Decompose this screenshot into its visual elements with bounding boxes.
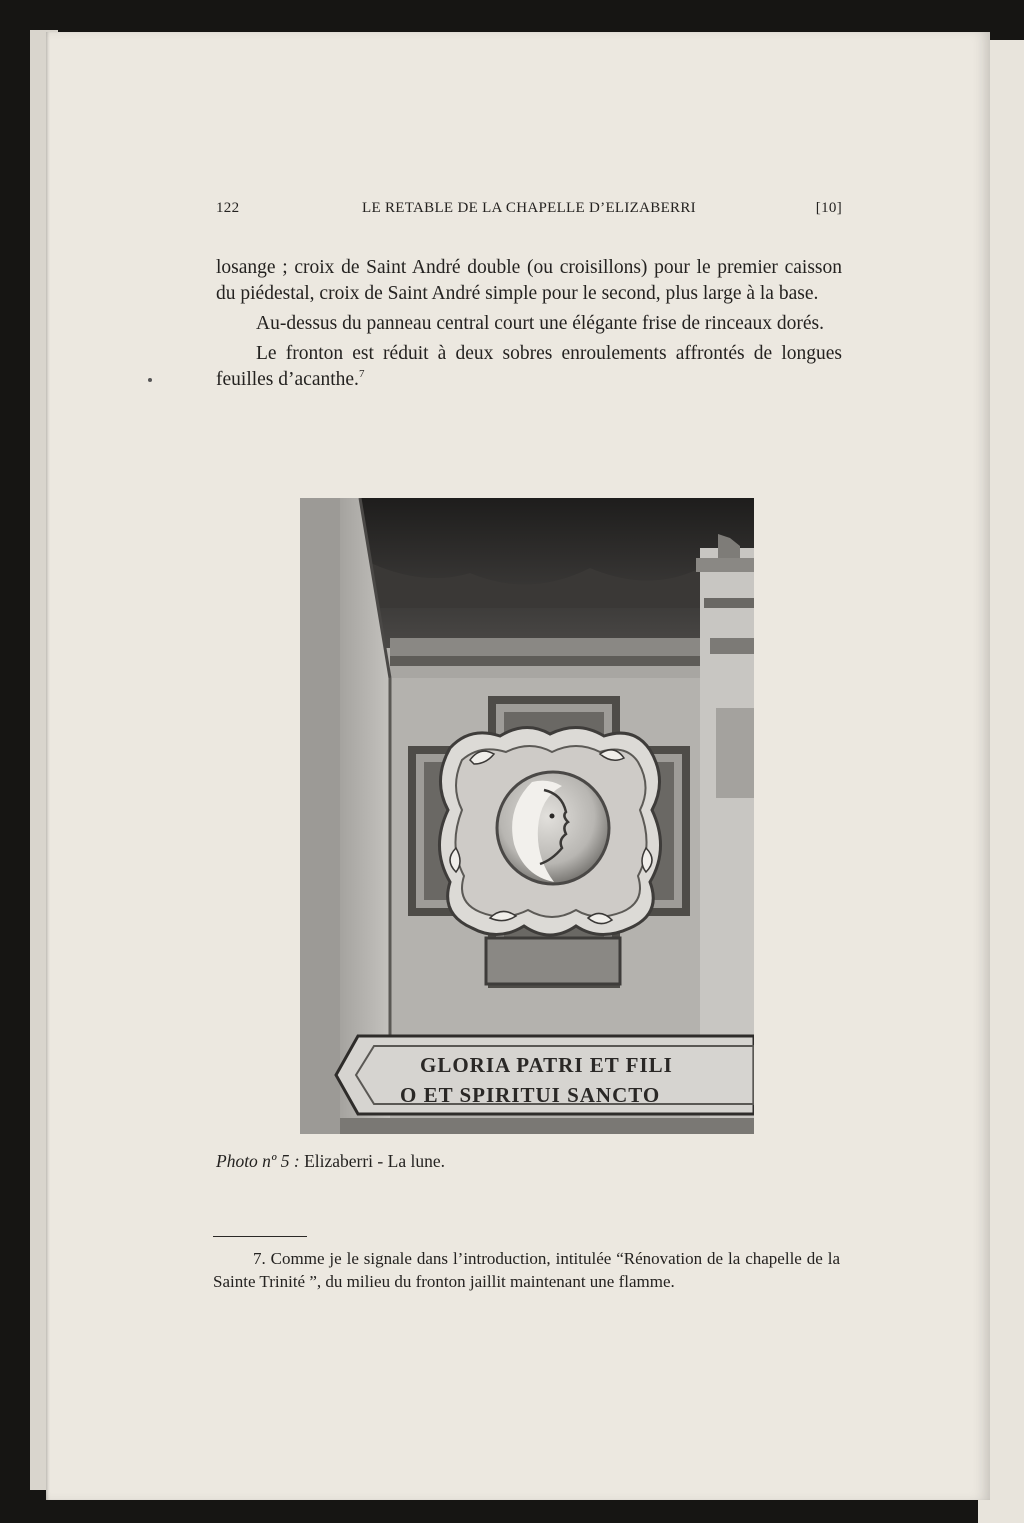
inscription-line-2: O ET SPIRITUI SANCTO — [400, 1083, 661, 1107]
inscription-line-1: GLORIA PATRI ET FILI — [420, 1053, 673, 1077]
paragraph: losange ; croix de Saint André double (ou croisillons) pour le premier caisson du piédestal, croix de Saint André simple pour le second, plus large à la base. — [216, 257, 842, 304]
header-title: LE RETABLE DE LA CHAPELLE D’ELIZABERRI — [362, 200, 696, 216]
photo-illustration — [300, 498, 754, 1134]
section-number: [10] — [815, 200, 842, 216]
paragraph: Au-dessus du panneau central court une élégante frise de rinceaux dorés. — [256, 313, 824, 334]
body-text — [216, 255, 842, 397]
paragraph-text: Le fronton est réduit à deux sobres enroulements affrontés de longues feuilles d’acanthe. — [216, 343, 842, 390]
photo-caption — [216, 1151, 445, 1172]
page-number: 122 — [216, 200, 240, 216]
footnote-reference: 7 — [358, 368, 365, 380]
footnote-divider — [213, 1236, 307, 1237]
caption-text: Elizaberri - La lune. — [304, 1151, 445, 1171]
paragraph — [216, 341, 842, 393]
print-speck — [148, 378, 152, 382]
photo-moon-panel — [300, 498, 754, 1134]
running-header — [216, 200, 842, 222]
footnote: 7. Comme je le signale dans l’introduction, intitulée “Rénovation de la chapelle de la Sainte Trinité ”, du milieu du fronton jaillit maintenant une flamme. — [213, 1249, 840, 1291]
caption-label: Photo nº 5 : — [216, 1151, 300, 1171]
